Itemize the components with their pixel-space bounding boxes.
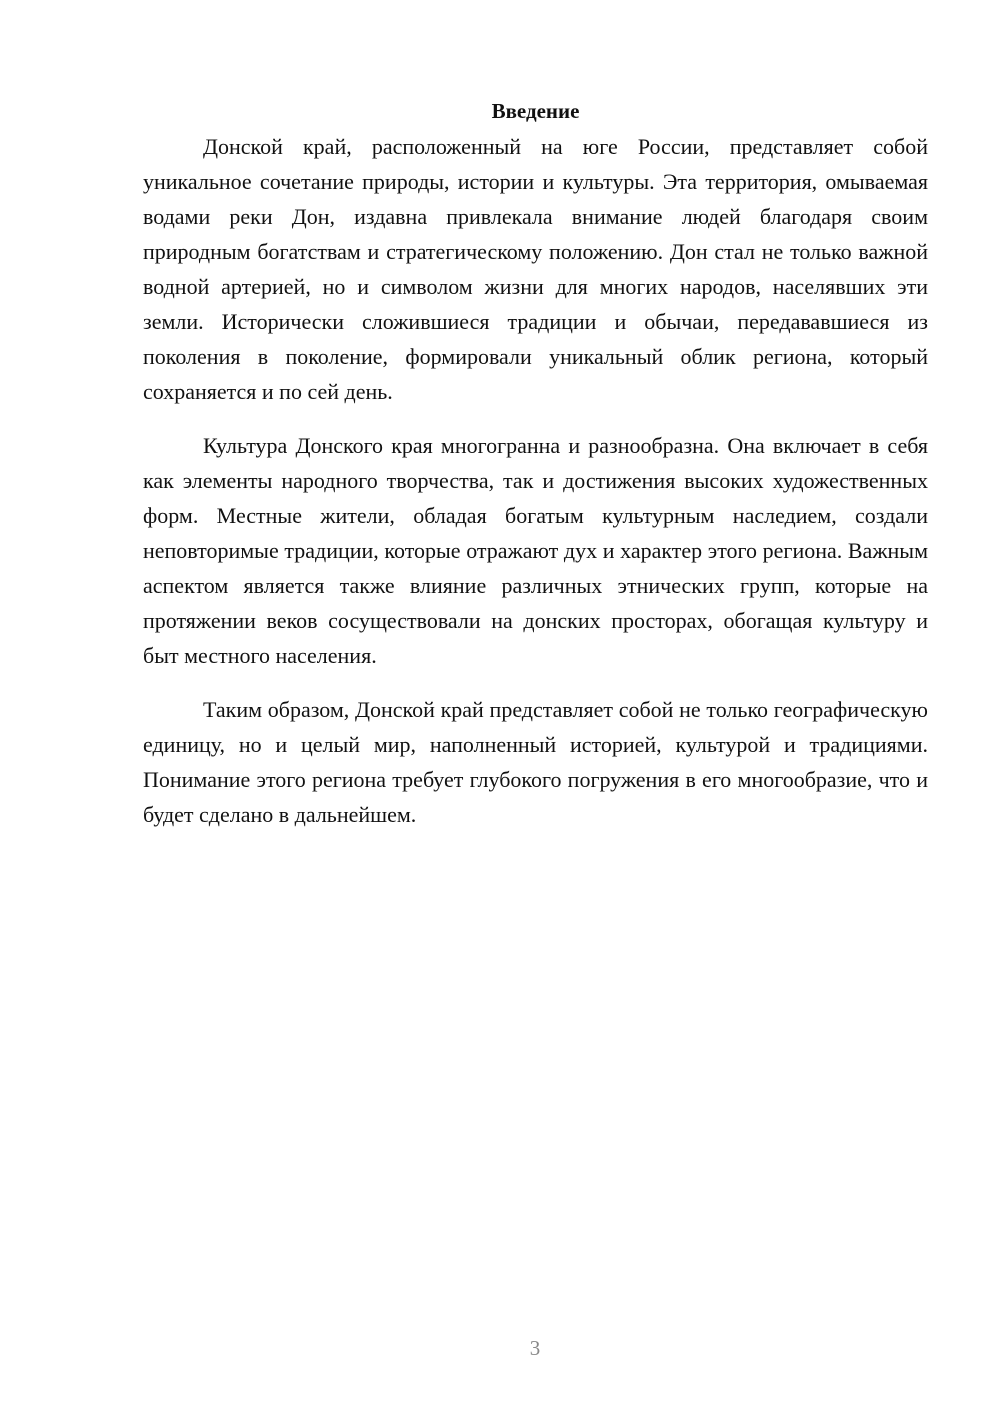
page-content [143, 96, 928, 832]
paragraph-3: Таким образом, Донской край представляет собой не только географическую единицу, но и целый мир, наполненный историей, культурой и традициями. Понимание этого региона требует глубокого погружения в его многообразие, что и будет сделано в дальнейшем. [143, 697, 928, 827]
paragraph-2: Культура Донского края многогранна и разнообразна. Она включает в себя как элементы народного творчества, так и достижения высоких художественных форм. Местные жители, обладая богатым культурным наследием, создали неповторимые традиции, которые отражают дух и характер этого региона. Важным аспектом является также влияние различных этнических групп, которые на протяжении веков сосуществовали на донских просторах, обогащая культуру и быт местного населения. [143, 433, 928, 668]
paragraph-1: Донской край, расположенный на юге России, представляет собой уникальное сочетание природы, истории и культуры. Эта территория, омываемая водами реки Дон, издавна привлекала внимание людей благодаря своим природным богатствам и стратегическому положению. Дон стал не только важной водной артерией, но и символом жизни для многих народов, населявших эти земли. Исторически сложившиеся традиции и обычаи, передававшиеся из поколения в поколение, формировали уникальный облик региона, который сохраняется и по сей день. [143, 134, 928, 404]
page-number: 3 [529, 1336, 541, 1360]
section-heading: Введение [491, 99, 580, 123]
